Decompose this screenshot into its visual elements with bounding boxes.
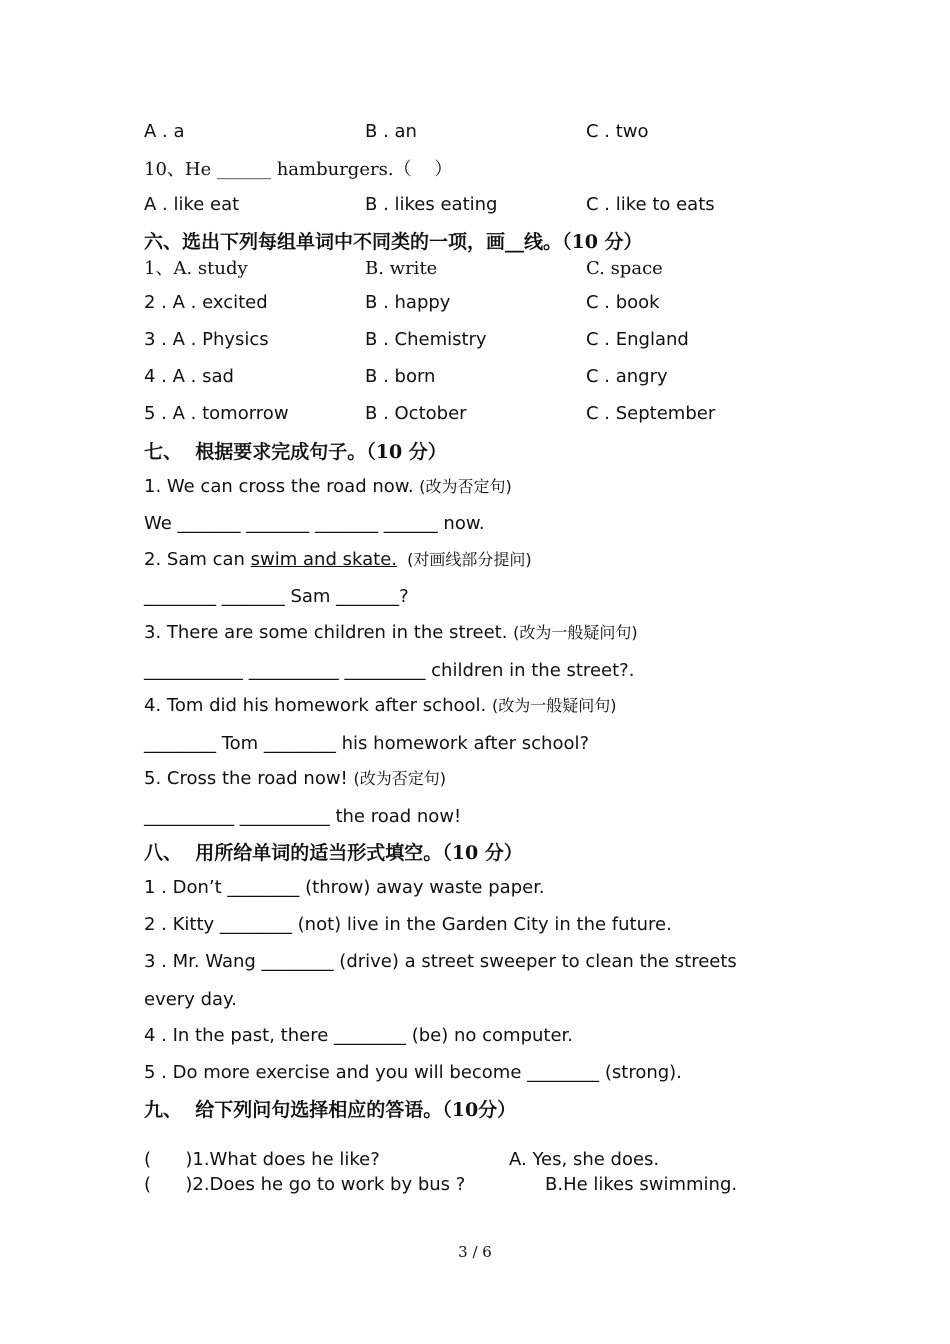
s7-q5-text: 5. Cross the road now! xyxy=(144,768,354,789)
s7-q3-answer: ___________ __________ _________ children in the street?. xyxy=(144,660,635,681)
s9-q1-question: ( )1.What does he like? xyxy=(144,1149,380,1170)
s7-q2-instruction: (对画线部分提问) xyxy=(396,550,532,569)
s6-item2-c: C . book xyxy=(586,292,660,313)
s9-q2-answer: B.He likes swimming. xyxy=(545,1174,738,1195)
s7-q5 xyxy=(144,767,446,791)
s6-item3-b: B . Chemistry xyxy=(365,329,487,350)
s8-item3: 3 . Mr. Wang ________ (drive) a street sweeper to clean the streets xyxy=(144,951,737,972)
s6-item5-a: 5 . A . tomorrow xyxy=(144,403,289,424)
q10-stem: 10、He ______ hamburgers.（ ） xyxy=(144,159,453,180)
s7-q2-underlined: swim and skate. xyxy=(250,549,397,570)
s9-q1-answer: A. Yes, she does. xyxy=(509,1149,660,1170)
s7-q3 xyxy=(144,621,638,645)
s6-item3-c: C . England xyxy=(586,329,689,350)
s6-item4-b: B . born xyxy=(365,366,436,387)
s7-q3-text: 3. There are some children in the street. xyxy=(144,622,514,643)
q9-option-c: C . two xyxy=(586,121,649,142)
s7-q3-instruction: (改为一般疑问句) xyxy=(513,623,638,642)
section7-heading: 七、 根据要求完成句子。（10 分） xyxy=(144,441,447,463)
q10-option-a: A . like eat xyxy=(144,194,240,215)
s9-q2-question: ( )2.Does he go to work by bus ? xyxy=(144,1174,466,1195)
s8-item4: 4 . In the past, there ________ (be) no computer. xyxy=(144,1025,574,1046)
q9-option-a: A . a xyxy=(144,121,185,142)
s6-item1-b: B. write xyxy=(365,258,438,279)
section8-heading: 八、 用所给单词的适当形式填空。（10 分） xyxy=(144,842,523,864)
s7-q1-answer: We _______ _______ _______ ______ now. xyxy=(144,513,485,534)
section6-heading: 六、选出下列每组单词中不同类的一项，画__线。（10 分） xyxy=(144,231,643,253)
s8-item5: 5 . Do more exercise and you will become ________ (strong). xyxy=(144,1062,682,1083)
q10-option-b: B . likes eating xyxy=(365,194,498,215)
page-number: 3 / 6 xyxy=(458,1243,492,1261)
s7-q5-answer: __________ __________ the road now! xyxy=(144,806,462,827)
s7-q1 xyxy=(144,475,512,499)
s6-item1-a: 1、A. study xyxy=(144,258,248,279)
s7-q4-text: 4. Tom did his homework after school. xyxy=(144,695,492,716)
q9-option-b: B . an xyxy=(365,121,417,142)
s8-item1: 1 . Don’t ________ (throw) away waste paper. xyxy=(144,877,545,898)
s8-item3-cont: every day. xyxy=(144,989,237,1010)
s7-q4-answer: ________ Tom ________ his homework after school? xyxy=(144,733,590,754)
s6-item2-b: B . happy xyxy=(365,292,451,313)
section9-heading: 九、 给下列问句选择相应的答语。（10分） xyxy=(144,1099,517,1121)
q10-option-c: C . like to eats xyxy=(586,194,715,215)
s7-q5-instruction: (改为否定句) xyxy=(353,769,446,788)
s6-item1-c: C. space xyxy=(586,258,663,279)
s7-q1-instruction: (改为否定句) xyxy=(419,477,512,496)
s6-item5-c: C . September xyxy=(586,403,716,424)
s6-item2-a: 2 . A . excited xyxy=(144,292,268,313)
s7-q4-instruction: (改为一般疑问句) xyxy=(491,696,617,715)
s6-item4-a: 4 . A . sad xyxy=(144,366,234,387)
s8-item2: 2 . Kitty ________ (not) live in the Garden City in the future. xyxy=(144,914,672,935)
s6-item3-a: 3 . A . Physics xyxy=(144,329,269,350)
s7-q4 xyxy=(144,694,616,718)
s7-q2-answer: ________ _______ Sam _______? xyxy=(144,586,409,607)
s7-q2-text: 2. Sam can xyxy=(144,549,251,570)
s6-item4-c: C . angry xyxy=(586,366,668,387)
s7-q2 xyxy=(144,548,532,572)
s6-item5-b: B . October xyxy=(365,403,467,424)
s7-q1-text: 1. We can cross the road now. xyxy=(144,476,420,497)
